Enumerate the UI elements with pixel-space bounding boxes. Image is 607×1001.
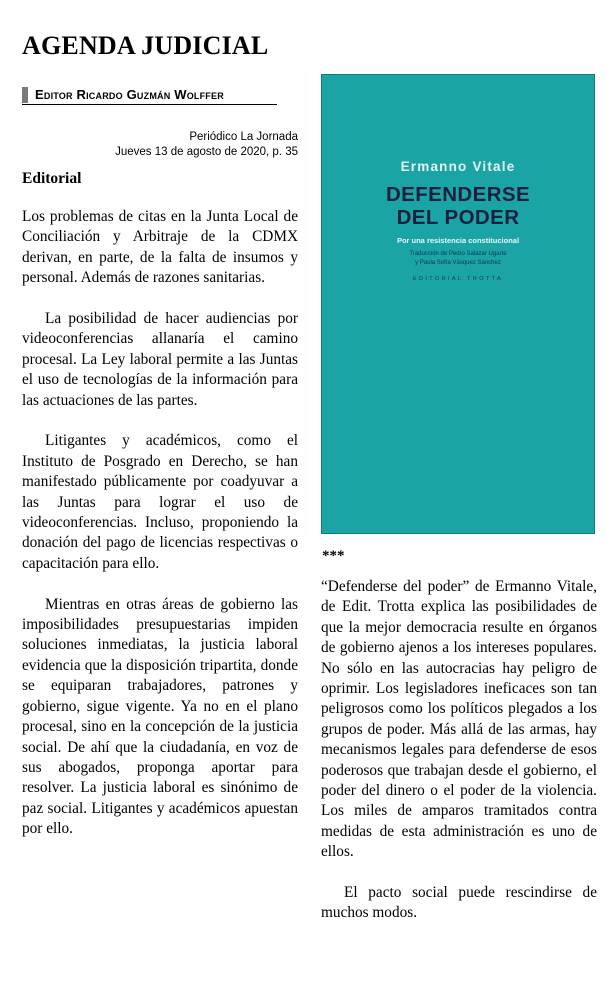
editor-byline: [22, 86, 277, 105]
right-column: [321, 577, 597, 944]
book-subtitle: Por una resistencia constitucional: [396, 236, 520, 245]
source-citation: [22, 130, 298, 160]
editor-name: Editor Ricardo Guzmán Wolffer: [35, 87, 224, 102]
section-separator: ***: [322, 548, 345, 564]
paragraph: Los problemas de citas en la Junta Local de Conciliación y Arbitraje de la CDMX derivan, en parte, de la falta de insumos y personal. Además de razones sanitarias.: [22, 208, 298, 287]
section-label: Editorial: [22, 170, 82, 187]
paragraph: La posibilidad de hacer audiencias por videoconferencias allanaría el camino procesal. La Ley laboral permite a las Juntas el uso de tecnologías de la información para las actuaciones de las partes.: [22, 310, 298, 409]
publication-name: Periódico La Jornada: [189, 131, 298, 143]
byline-marker: [22, 87, 28, 103]
book-translator-credit: Traducción de Pedro Salazar Ugarte: [409, 251, 507, 257]
paragraph: Litigantes y académicos, como el Instituto de Posgrado en Derecho, se han manifestado públicamente por coadyuvar a las Juntas para lograr el uso de videoconferencias. Incluso, proponiendo la donación del pago de licencias respectivas o capacitación para ello.: [22, 432, 298, 572]
paragraph: El pacto social puede rescindirse de muchos modos.: [321, 884, 597, 922]
book-author: Ermanno Vitale: [400, 159, 516, 174]
book-publisher: EDITORIAL TROTTA: [412, 276, 504, 282]
book-title-line: DEFENDERSE: [385, 183, 531, 206]
left-column: [22, 207, 298, 860]
book-translator-credit: y Paula Sofía Vásquez Sánchez: [415, 260, 501, 266]
book-cover-image: [321, 74, 595, 534]
publication-date: Jueves 13 de agosto de 2020, p. 35: [115, 146, 298, 158]
paragraph: Mientras en otras áreas de gobierno las imposibilidades presupuestarias impiden soluciones inmediatas, la justicia laboral evidencia que la disposición tripartita, donde se equiparan trabajadores, patrones y gobierno, sigue vigente. Ya no en el plano procesal, sino en la concepción de la justicia social. De ahí que la ciudadanía, en voz de sus abogados, proponga aportar para resolver. La justicia laboral es sinónimo de paz social. Litigantes y académicos apuestan por ello.: [22, 595, 298, 838]
paragraph: “Defenderse del poder” de Ermanno Vitale, de Edit. Trotta explica las posibilidades de que la mejor democracia resulte en órganos de gobierno ajenos a los intereses populares. No sólo en las autocracias hay peligro de oprimir. Los legisladores ineficaces son tan peligrosos como los políticos plegados a los grupos de poder. Más allá de las armas, hay mecanismos legales para defenderse de esos poderosos que trabajan desde el gobierno, el poder del dinero o el poder de la violencia. Los miles de amparos tramitados contra medidas de esta administración es uno de ellos.: [321, 578, 597, 861]
page-title: AGENDA JUDICIAL: [22, 31, 269, 60]
book-title-line: DEL PODER: [396, 206, 520, 229]
book-title: [322, 183, 594, 229]
